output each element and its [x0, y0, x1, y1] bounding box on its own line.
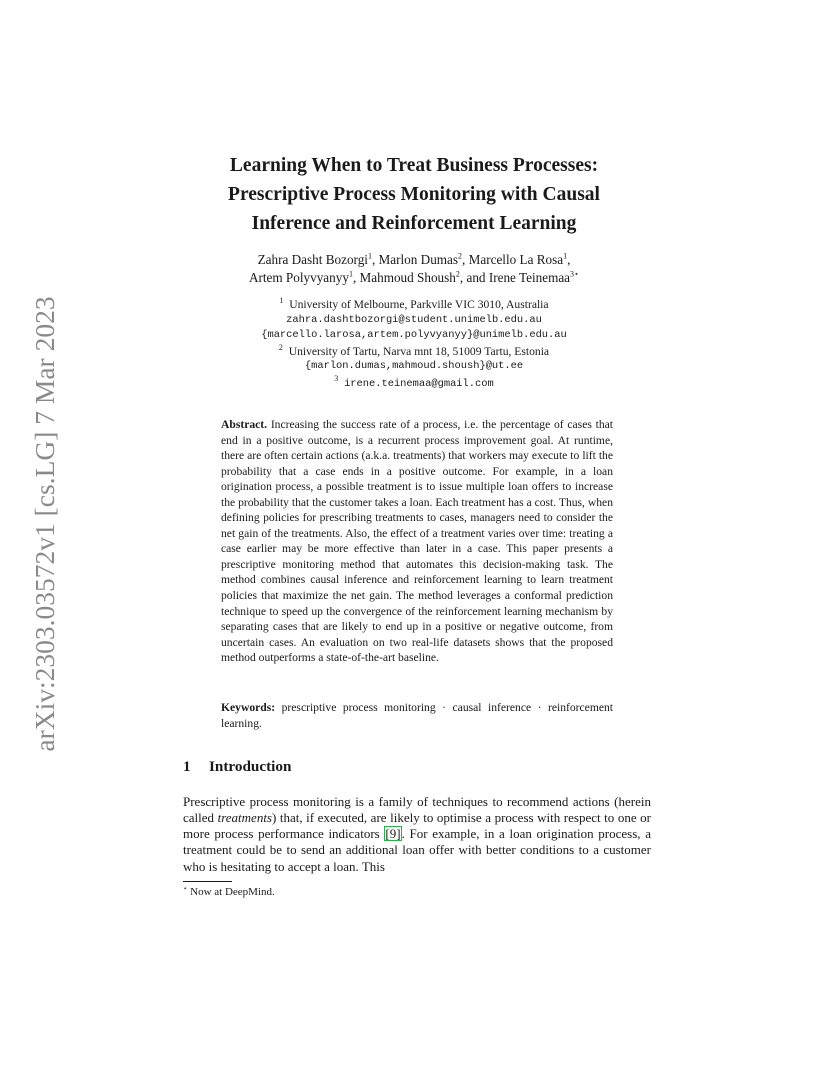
title-line-2: Prescriptive Process Monitoring with Causal [228, 184, 600, 205]
author-email[interactable]: {marlon.dumas,mahmoud.shoush}@ut.ee [304, 360, 524, 372]
author-separator: , [462, 252, 469, 267]
author-affiliation-mark: 1 [563, 251, 568, 261]
title-line-1: Learning When to Treat Business Processes: [229, 155, 599, 176]
affiliations [150, 297, 678, 392]
paragraph-text: ) that, if executed, are likely to optimise a process with respect to one or more process performance indicators [183, 810, 651, 842]
author-name: Marcello La Rosa [468, 252, 564, 267]
author-name: Irene Teinemaa [488, 270, 571, 285]
author-name: Zahra Dasht Bozorgi [257, 252, 368, 267]
section-title: Introduction [209, 758, 292, 775]
footnote-text: Now at DeepMind. [190, 886, 275, 898]
affiliation-text: University of Melbourne, Parkville VIC 3010, Australia [289, 298, 549, 311]
title-line-3: Inference and Reinforcement Learning [251, 213, 577, 234]
affiliation-2 [150, 344, 678, 360]
keywords [221, 700, 613, 731]
affiliation-mark: 1 [279, 296, 284, 306]
affiliation-1 [150, 297, 678, 313]
arxiv-identifier-text: arXiv:2303.03572v1 [cs.LG] 7 Mar 2023 [29, 295, 60, 752]
author-email[interactable]: zahra.dashtbozorgi@student.unimelb.edu.au [286, 313, 542, 326]
paragraph-text: Prescriptive process monitoring is a family of techniques to recommend actions (herein called [183, 794, 651, 826]
author-separator: , [352, 270, 360, 285]
author-separator: , [371, 252, 379, 267]
author-email[interactable]: {marcello.larosa,artem.polyvyanyy}@unimelb.edu.au [261, 329, 567, 341]
footnote-rule [183, 881, 232, 882]
affiliation-text: University of Tartu, Narva mnt 18, 51009 Tartu, Estonia [288, 344, 550, 358]
author-name: Marlon Dumas [378, 252, 459, 267]
paper-title [150, 151, 678, 238]
author-email[interactable]: irene.teinemaa@gmail.com [344, 377, 494, 390]
footnote-mark: ⋆ [183, 884, 188, 893]
author-name: Artem Polyvyanyy [248, 270, 349, 285]
arxiv-identifier-stamp [25, 291, 65, 756]
abstract-label: Abstract. [221, 418, 268, 431]
paragraph-text: . For example, in a loan origination process, a treatment could be to send an additional loan offer with better conditions to a customer who is hesitating to accept a loan. This [183, 826, 651, 874]
keywords-label: Keywords: [221, 701, 276, 714]
author-affiliation-mark: 1 [348, 269, 353, 279]
author-name: Mahmoud Shoush [359, 270, 456, 285]
author-list [150, 251, 678, 287]
keywords-text: prescriptive process monitoring · causal inference · reinforcement learning. [221, 701, 613, 730]
citation-link[interactable]: [9] [385, 826, 401, 842]
author-affiliation-mark: 2 [458, 251, 463, 261]
author-affiliation-mark: 3⋆ [570, 269, 580, 279]
abstract [221, 417, 613, 666]
section-heading-introduction [183, 758, 291, 776]
author-separator: , [567, 252, 571, 267]
author-affiliation-mark: 2 [455, 269, 460, 279]
introduction-paragraph [183, 794, 651, 875]
footnote [183, 886, 275, 898]
affiliation-mark: 3 [334, 373, 339, 383]
author-affiliation-mark: 1 [367, 251, 372, 261]
affiliation-3 [150, 375, 678, 393]
abstract-text: Increasing the success rate of a process, i.e. the percentage of cases that end in a positive outcome, is a recurrent process improvement goal. At runtime, there are often certain actions (a.k.a. treatments) that workers may execute to lift the probability that a case ends in a positive outcome. For example, in a loan origination process, a possible treatment is to issue multiple loan offers to increase the probability that the customer takes a loan. Each treatment has a cost. Thus, when defining policies for prescribing treatments to cases, managers need to consider the net gain of the treatments. Also, the effect of a treatment varies over time: treating a case earlier may be more effective than later in a case. This paper presents a prescriptive monitoring method that automates this decision-making task. The method combines causal inference and reinforcement learning to learn treatment policies that maximize the net gain. The method leverages a conformal prediction technique to speed up the convergence of the reinforcement learning mechanism by separating cases that are likely to end up in a positive or negative outcome, from uncertain cases. An evaluation on two real-life datasets shows that the proposed method outperforms a state-of-the-art baseline. [221, 418, 613, 665]
author-separator: , and [459, 270, 489, 285]
section-number: 1 [183, 758, 191, 775]
affiliation-mark: 2 [278, 342, 283, 352]
emphasized-term: treatments [217, 810, 272, 826]
